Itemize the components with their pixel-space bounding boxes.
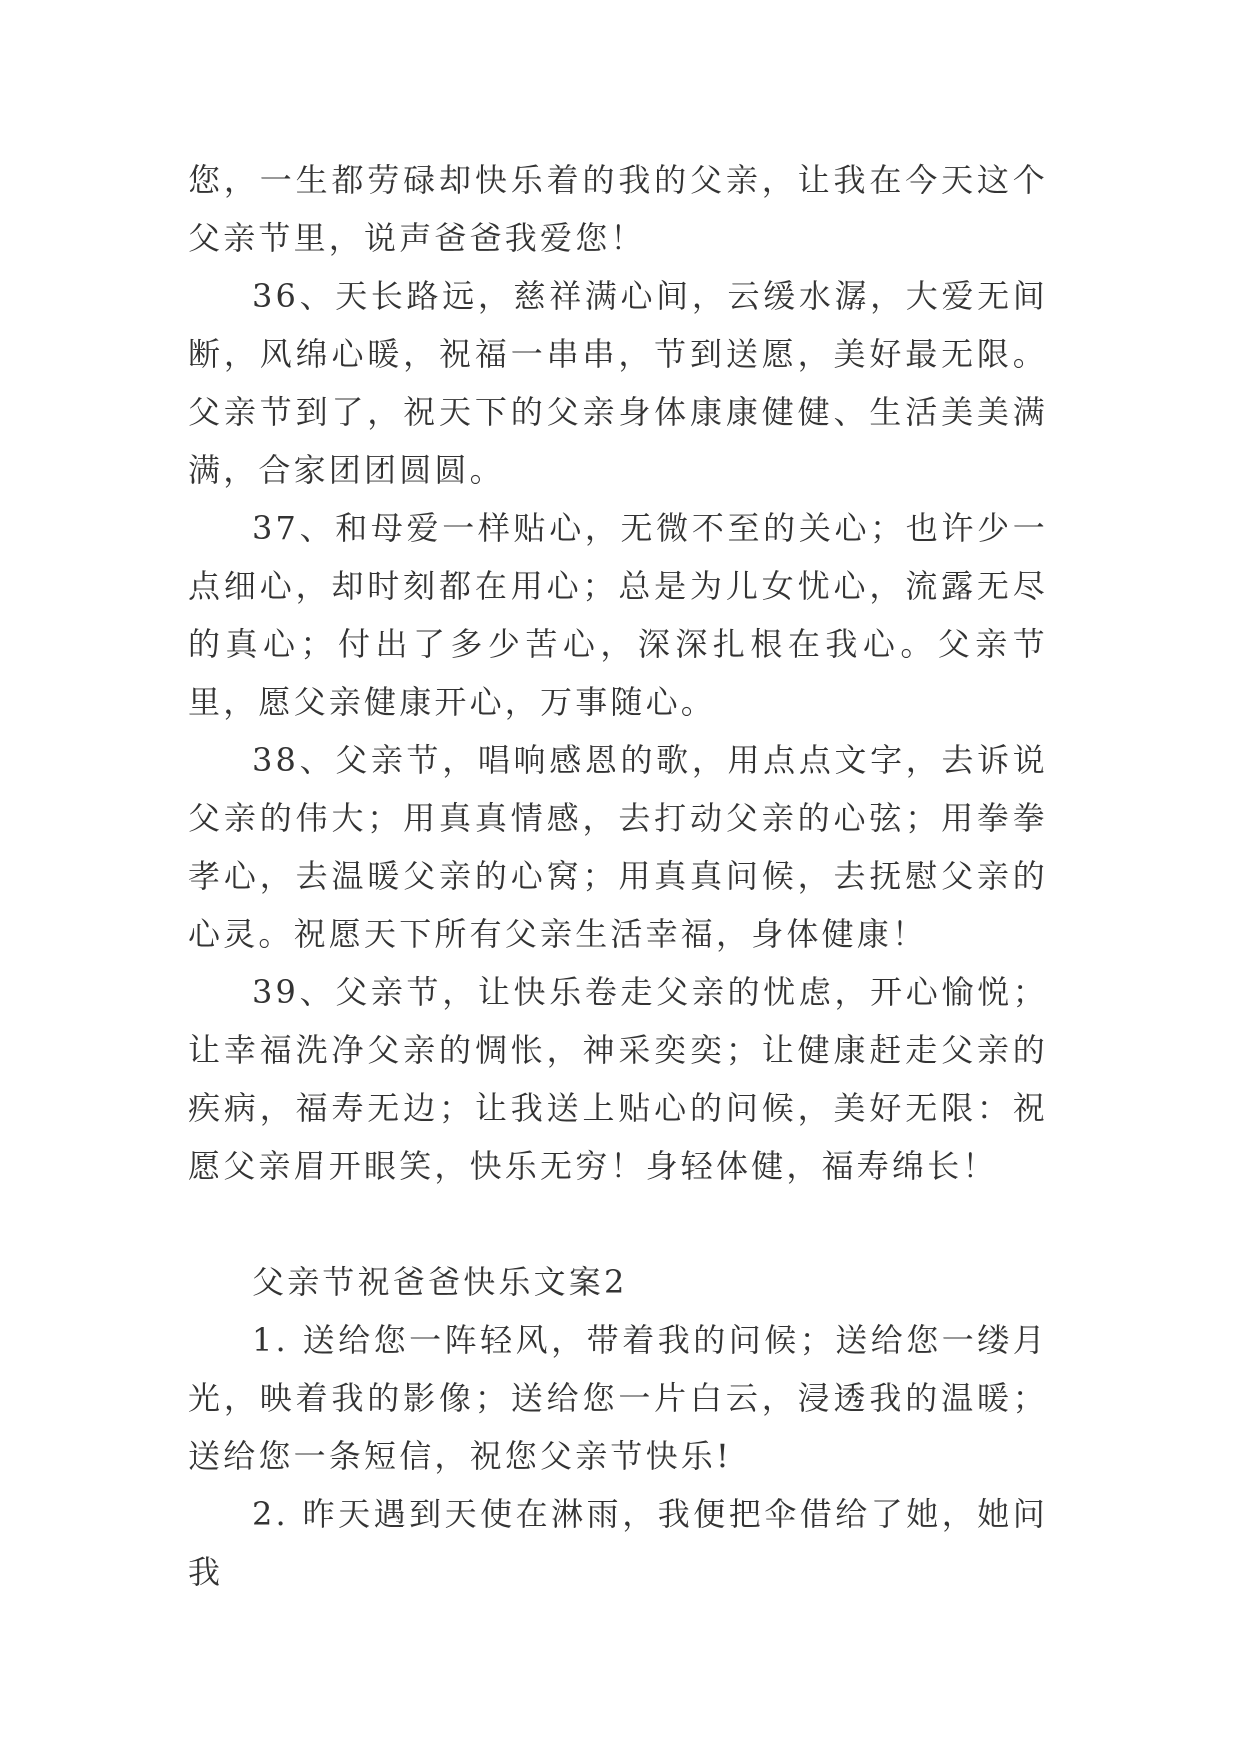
paragraph-39: 39、父亲节，让快乐卷走父亲的忧虑，开心愉悦；让幸福洗净父亲的惆怅，神采奕奕；让健康赶走父亲的疾病，福寿无边；让我送上贴心的问候，美好无限：祝愿父亲眉开眼笑，快乐无穷！身轻体健，福寿绵长！ (188, 973, 1048, 1185)
document-page (188, 151, 1048, 1601)
paragraph-35-continuation: 您，一生都劳碌却快乐着的我的父亲，让我在今天这个父亲节里，说声爸爸我爱您！ (188, 161, 1048, 257)
section-paragraph-1: 1. 送给您一阵轻风，带着我的问候；送给您一缕月光，映着我的影像；送给您一片白云，浸透我的温暖；送给您一条短信，祝您父亲节快乐! (188, 1321, 1048, 1475)
paragraph-37: 37、和母爱一样贴心，无微不至的关心；也许少一点细心，却时刻都在用心；总是为儿女忧心，流露无尽的真心；付出了多少苦心，深深扎根在我心。父亲节里，愿父亲健康开心，万事随心。 (188, 509, 1048, 721)
section-title: 父亲节祝爸爸快乐文案2 (252, 1263, 628, 1301)
paragraph-36: 36、天长路远，慈祥满心间，云缓水潺，大爱无间断，风绵心暖，祝福一串串，节到送愿，美好最无限。父亲节到了，祝天下的父亲身体康康健健、生活美美满满，合家团团圆圆。 (188, 277, 1048, 489)
section-paragraph-2: 2. 昨天遇到天使在淋雨，我便把伞借给了她，她问我 (188, 1495, 1048, 1591)
paragraph-38: 38、父亲节，唱响感恩的歌，用点点文字，去诉说父亲的伟大；用真真情感，去打动父亲的心弦；用拳拳孝心，去温暖父亲的心窝；用真真问候，去抚慰父亲的心灵。祝愿天下所有父亲生活幸福，身体健康！ (188, 741, 1048, 953)
